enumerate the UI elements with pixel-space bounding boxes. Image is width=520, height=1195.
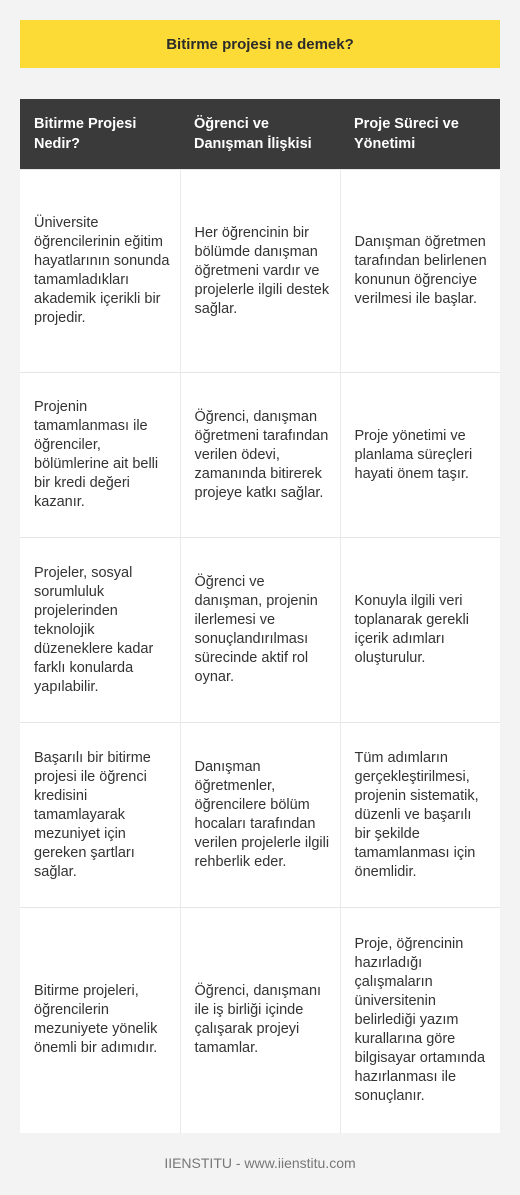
table-cell: Öğrenci, danışmanı ile iş birliği içinde çalışarak projeyi tamamlar.: [180, 908, 340, 1133]
table-row: [20, 373, 500, 538]
table-row: [20, 908, 500, 1133]
title-banner: [20, 20, 500, 68]
column-header: Bitirme Projesi Nedir?: [20, 99, 180, 170]
column-header: Proje Süreci ve Yönetimi: [340, 99, 500, 170]
table-cell: Öğrenci ve danışman, projenin ilerlemesi ve sonuçlandırılması sürecinde aktif rol oynar.: [180, 538, 340, 723]
table-cell: Danışman öğretmenler, öğrencilere bölüm hocaları tarafından verilen projelerle ilgili rehberlik eder.: [180, 723, 340, 908]
column-header: Öğrenci ve Danışman İlişkisi: [180, 99, 340, 170]
table-header-row: [20, 99, 500, 170]
table-cell: Projenin tamamlanması ile öğrenciler, bölümlerine ait belli bir kredi değeri kazanır.: [20, 373, 180, 538]
table-cell: Konuyla ilgili veri toplanarak gerekli içerik adımları oluşturulur.: [340, 538, 500, 723]
table-cell: Proje yönetimi ve planlama süreçleri hayati önem taşır.: [340, 373, 500, 538]
comparison-table: [20, 99, 500, 1133]
table-cell: Projeler, sosyal sorumluluk projelerinden teknolojik düzeneklere kadar farklı konularda yapılabilir.: [20, 538, 180, 723]
table-cell: Üniversite öğrencilerinin eğitim hayatlarının sonunda tamamladıkları akademik içerikli bir projedir.: [20, 170, 180, 373]
table-cell: Tüm adımların gerçekleştirilmesi, projenin sistematik, düzenli ve başarılı bir şekilde tamamlanması için önemlidir.: [340, 723, 500, 908]
table-cell: Proje, öğrencinin hazırladığı çalışmaların üniversitenin belirlediği yazım kurallarına göre bilgisayar ortamında hazırlanması ile sonuçlanır.: [340, 908, 500, 1133]
table-cell: Danışman öğretmen tarafından belirlenen konunun öğrenciye verilmesi ile başlar.: [340, 170, 500, 373]
table-row: [20, 170, 500, 373]
table-row: [20, 723, 500, 908]
table-cell: Bitirme projeleri, öğrencilerin mezuniyete yönelik önemli bir adımıdır.: [20, 908, 180, 1133]
table-cell: Başarılı bir bitirme projesi ile öğrenci kredisini tamamlayarak mezuniyet için gereken şartları sağlar.: [20, 723, 180, 908]
footer-credit: IIENSTITU - www.iienstitu.com: [164, 1155, 356, 1171]
page-title: Bitirme projesi ne demek?: [166, 35, 354, 53]
table-cell: Öğrenci, danışman öğretmeni tarafından verilen ödevi, zamanında bitirerek projeye katkı sağlar.: [180, 373, 340, 538]
table-cell: Her öğrencinin bir bölümde danışman öğretmeni vardır ve projelerle ilgili destek sağlar.: [180, 170, 340, 373]
table-row: [20, 538, 500, 723]
